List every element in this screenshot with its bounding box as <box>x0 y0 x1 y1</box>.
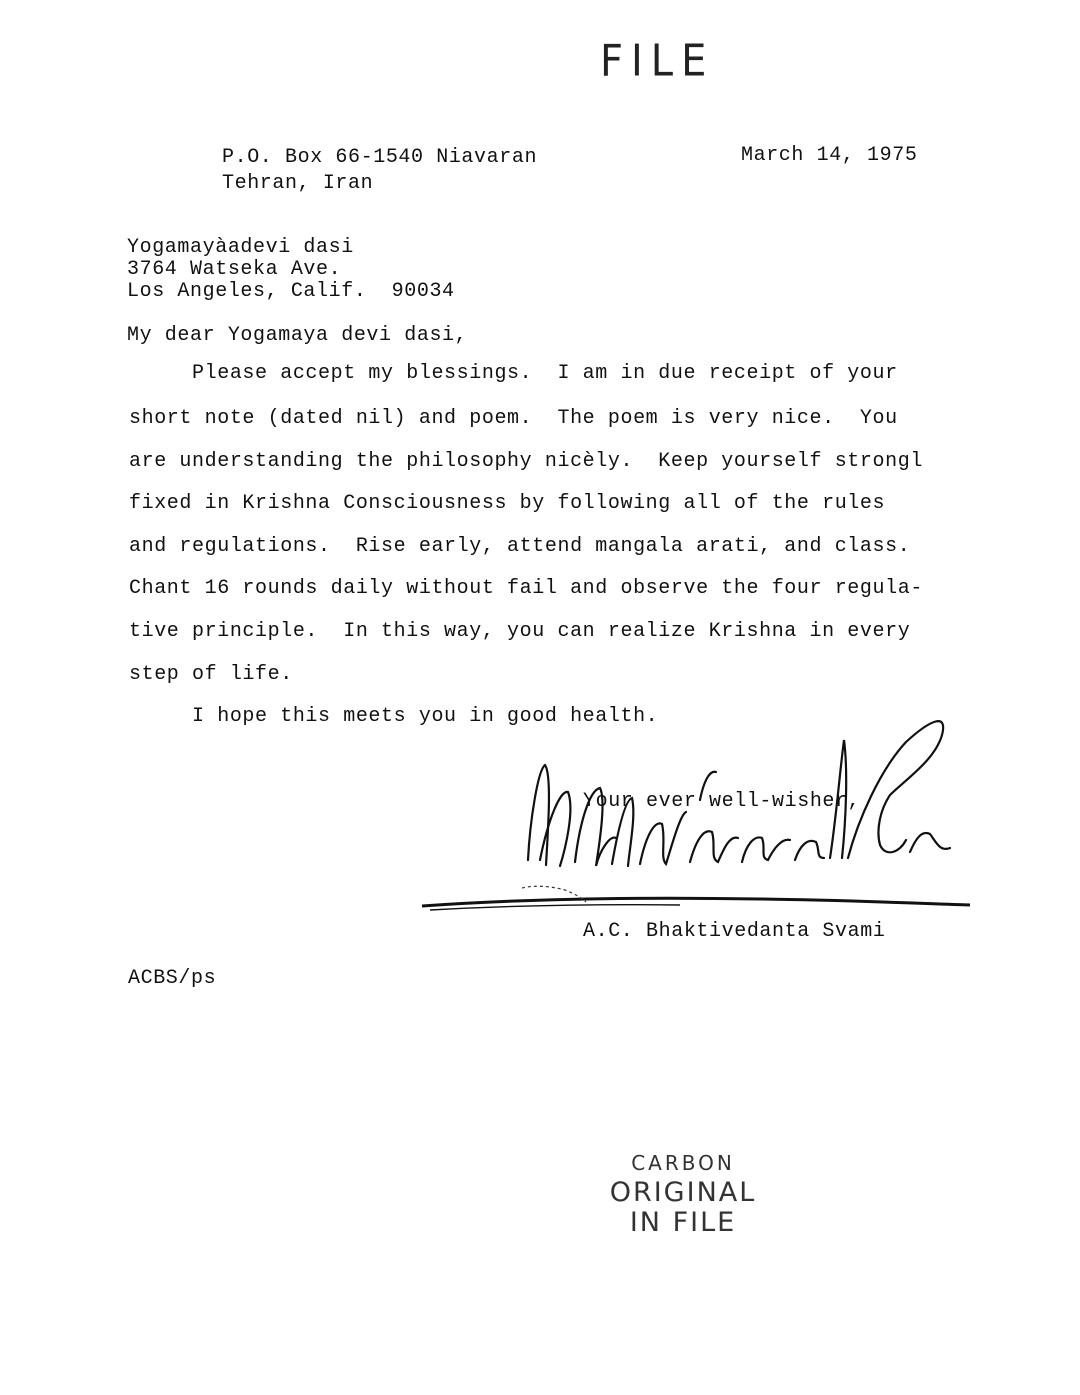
recipient-city: Los Angeles, Calif. 90034 <box>127 280 455 303</box>
stamp-line-carbon: CARBON <box>631 1151 735 1175</box>
file-stamp: FILE <box>600 35 715 87</box>
carbon-original-stamp <box>608 1148 758 1238</box>
signatory-name: A.C. Bhaktivedanta Svami <box>583 920 886 943</box>
body-line: Please accept my blessings. I am in due receipt of your <box>129 362 898 385</box>
body-line: tive principle. In this way, you can realize Krishna in every <box>129 620 911 643</box>
typist-initials: ACBS/ps <box>128 967 217 990</box>
stamp-line-in-file: IN FILE <box>629 1207 737 1238</box>
salutation: My dear Yogamaya devi dasi, <box>127 324 468 347</box>
stamp-line-original: ORIGINAL <box>609 1177 757 1208</box>
body-line: Chant 16 rounds daily without fail and observe the four regula- <box>129 577 923 600</box>
body-line: short note (dated nil) and poem. The poem is very nice. You <box>129 407 898 430</box>
body-line: and regulations. Rise early, attend mangala arati, and class. <box>129 535 911 558</box>
closing-paragraph: I hope this meets you in good health. <box>129 705 659 728</box>
recipient-name: Yogamayàadevi dasi <box>127 236 354 259</box>
recipient-street: 3764 Watseka Ave. <box>127 258 342 281</box>
sender-address-line1: P.O. Box 66-1540 Niavaran <box>222 146 538 169</box>
body-line: are understanding the philosophy nicèly. Keep yourself strongl <box>129 450 923 473</box>
sender-address-line2: Tehran, Iran <box>222 172 374 195</box>
body-line: step of life. <box>129 663 293 686</box>
letter-date: March 14, 1975 <box>741 144 918 167</box>
valediction: Your ever well-wisher, <box>583 790 861 813</box>
body-line: fixed in Krishna Consciousness by following all of the rules <box>129 492 886 515</box>
